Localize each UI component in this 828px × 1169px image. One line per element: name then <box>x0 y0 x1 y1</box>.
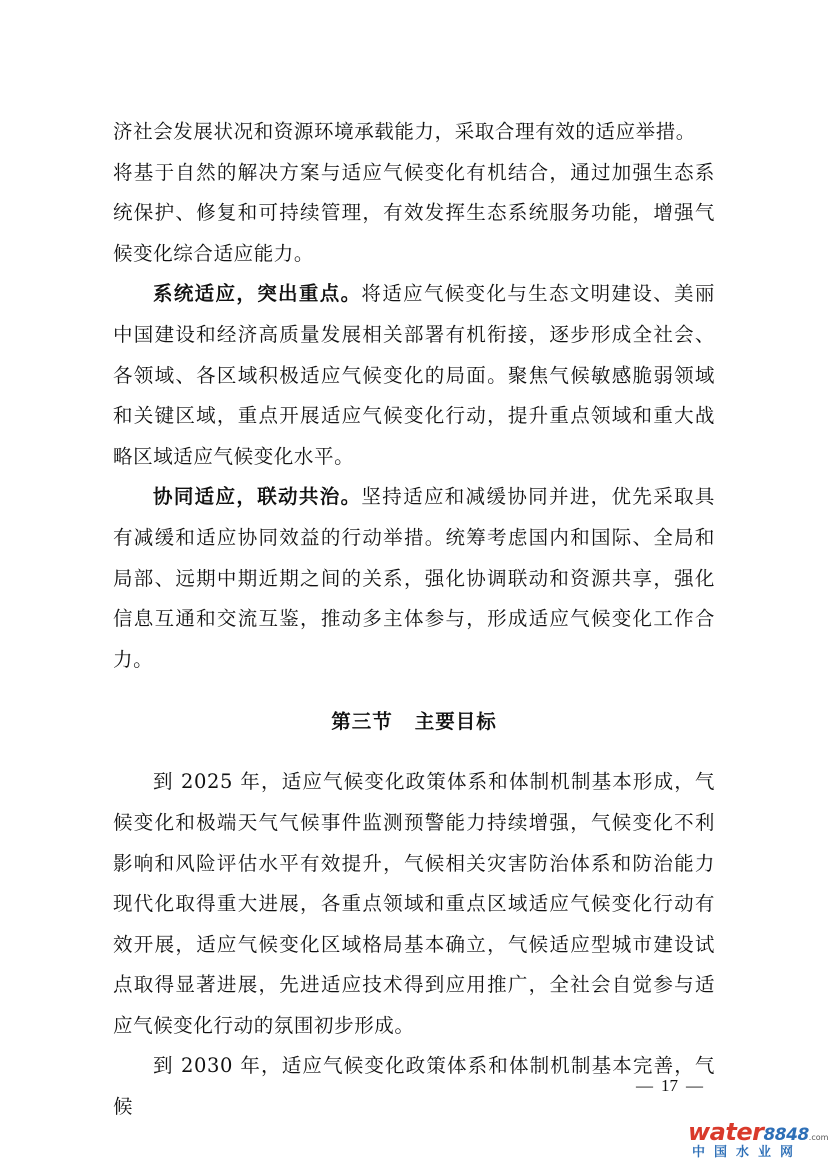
page-dash-right: — <box>686 1076 703 1095</box>
principle-body-systematic: 将适应气候变化与生态文明建设、美丽中国建设和经济高质量发展相关部署有机衔接，逐步形成全社会、各领域、各区域积极适应气候变化的局面。聚焦气候敏感脆弱领域和关键区域，重点开展适应气候变化行动，提升重点领域和重大战略区域适应气候变化水平。 <box>113 282 715 468</box>
page-dash-left: — <box>636 1076 653 1095</box>
document-page <box>113 112 715 1128</box>
principle-body-synergy: 坚持适应和减缓协同并进，优先采取具有减缓和适应协同效益的行动举措。统筹考虑国内和国际、全局和局部、远期中期近期之间的关系，强化协调联动和资源共享，强化信息互通和交流互鉴，推动多主体参与，形成适应气候变化工作合力。 <box>113 485 715 671</box>
paragraph-goal-2025: 到 2025 年，适应气候变化政策体系和体制机制基本形成，气候变化和极端天气气候事件监测预警能力持续增强，气候变化不利影响和风险评估水平有效提升，气候相关灾害防治体系和防治能力现代化取得重大进展，各重点领域和重点区域适应气候变化行动有效开展，适应气候变化区域格局基本确立，气候适应型城市建设试点取得显著进展，先进适应技术得到应用推广，全社会自觉参与适应气候变化行动的氛围初步形成。 <box>113 770 715 1037</box>
principle-heading-systematic: 系统适应，突出重点。 <box>153 282 362 306</box>
section-number: 第三节 <box>331 710 393 734</box>
watermark-brand: water8848.com <box>688 1118 828 1146</box>
page-number-value: 17 <box>661 1076 678 1095</box>
principle-heading-synergy: 协同适应，联动共治。 <box>153 485 362 509</box>
paragraph-nature-based: 将基于自然的解决方案与适应气候变化有机结合，通过加强生态系统保护、修复和可持续管理，有效发挥生态系统服务功能，增强气候变化综合适应能力。 <box>113 160 715 265</box>
paragraph-principle-synergy <box>113 477 715 680</box>
paragraph-goal-2030: 到 2030 年，适应气候变化政策体系和体制机制基本完善，气候 <box>113 1054 715 1119</box>
paragraph-principle-systematic <box>113 274 715 477</box>
watermark-logo <box>688 1118 828 1164</box>
watermark-cn-name: 中国水业网 <box>692 1145 803 1160</box>
page-number <box>628 1076 711 1096</box>
section-title: 主要目标 <box>414 710 497 734</box>
section-heading <box>113 702 715 742</box>
paragraph-continued: 济社会发展状况和资源环境承载能力，采取合理有效的适应举措。 <box>113 120 696 143</box>
